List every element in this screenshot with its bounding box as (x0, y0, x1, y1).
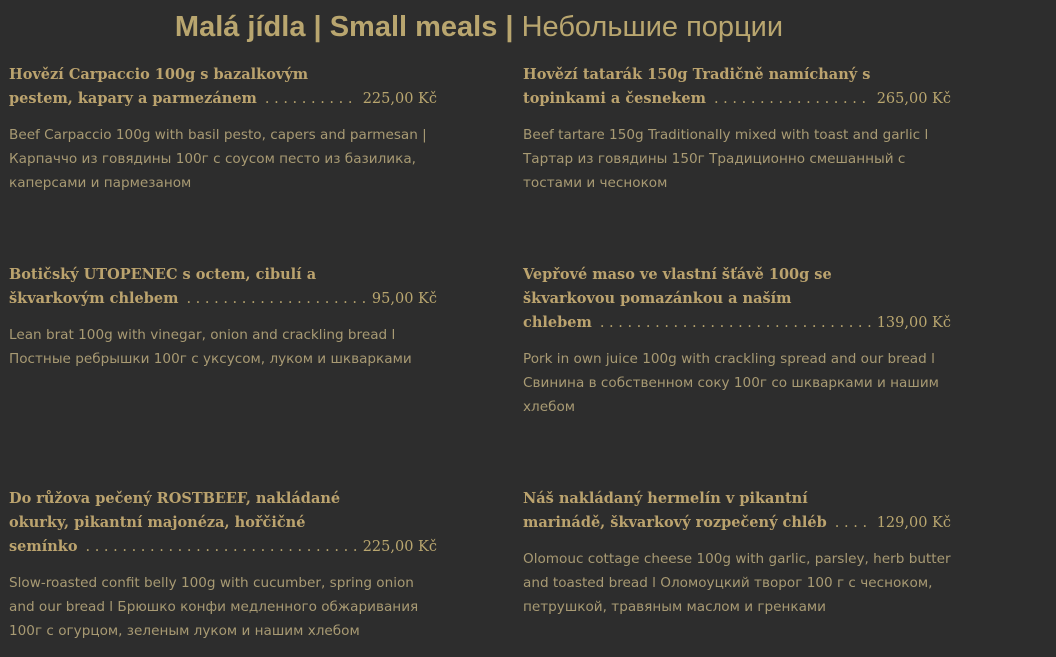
menu-item-name-line: škvarkovou pomazánkou a naším (523, 290, 792, 307)
leader-dots (265, 87, 357, 111)
title-russian: Небольшие порции (521, 11, 784, 43)
menu-item-name (523, 487, 951, 535)
menu-item (523, 487, 951, 619)
menu-item-description: Slow-roasted confit belly 100g with cucumber, spring onion and our bread l Брюшко конфи медленного обжаривания 100г с огурцом, зеленым луком и нашим хлебом (9, 575, 419, 639)
leader-dots (714, 87, 871, 111)
menu-item (523, 263, 951, 419)
menu-item-name (9, 263, 437, 311)
menu-item-name-line: okurky, pikantní majonéza, hořčičné (9, 514, 306, 531)
leader-dots (86, 535, 357, 559)
menu-item-name-line: Hovězí Carpaccio 100g s bazalkovým (9, 66, 309, 83)
leader-dots (186, 287, 365, 311)
menu-item-name (523, 263, 951, 335)
leader-dots (600, 311, 871, 335)
menu-item-price: 129,00 Kč (876, 515, 951, 531)
menu-item-price: 265,00 Kč (876, 91, 951, 107)
menu-item (523, 63, 951, 195)
menu-item-name-line: semínko (9, 538, 78, 555)
menu-item-name-line: marinádě, škvarkový rozpečený chléb (523, 514, 827, 531)
menu-item-name-line: chlebem (523, 314, 592, 331)
title-czech: Malá jídla (174, 11, 306, 43)
menu-item-price: 225,00 Kč (362, 91, 437, 107)
menu-item (9, 263, 437, 371)
menu-item-name (9, 63, 437, 111)
leader-dots (835, 511, 871, 535)
menu-item-name-line: Do růžova pečený ROSTBEEF, nakládané (9, 490, 341, 507)
menu-item-description: Pork in own juice 100g with crackling spread and our bread l Свинина в собственном соку 100г со шкварками и нашим хлебом (523, 351, 939, 415)
menu-item (9, 63, 437, 195)
title-english: Small meals (329, 11, 498, 43)
menu-item (9, 487, 437, 643)
menu-item-name-line: škvarkovým chlebem (9, 290, 179, 307)
page-title (0, 8, 958, 46)
menu-item-name (523, 63, 951, 111)
menu-item-description: Olomouc cottage cheese 100g with garlic, parsley, herb butter and toasted bread l Оломоуцкий творог 100 г с чесноком, петрушкой, травяным маслом и гренками (523, 551, 951, 615)
menu-item-price: 225,00 Kč (362, 539, 437, 555)
menu-item-name-line: pestem, kapary a parmezánem (9, 90, 257, 107)
menu-item-price: 95,00 Kč (371, 291, 437, 307)
menu-item-name-line: topinkami a česnekem (523, 90, 706, 107)
menu-item-name-line: Hovězí tatarák 150g Tradičně namíchaný s (523, 66, 871, 83)
title-separator: | (305, 11, 330, 43)
menu-item-name-line: Botičský UTOPENEC s octem, cibulí a (9, 266, 317, 283)
menu-item-price: 139,00 Kč (876, 315, 951, 331)
menu-item-description: Beef tartare 150g Traditionally mixed with toast and garlic l Тартар из говядины 150г Традиционно смешанный с тостами и чесноком (523, 127, 929, 191)
menu-item-name-line: Náš nakládaný hermelín v pikantní (523, 490, 808, 507)
menu-item-description: Lean brat 100g with vinegar, onion and crackling bread l Постные ребрышки 100г с уксусом, луком и шкварками (9, 327, 412, 367)
menu-item-name-line: Vepřové maso ve vlastní šťávě 100g se (523, 266, 832, 283)
menu-item-name (9, 487, 437, 559)
title-separator: | (497, 11, 522, 43)
menu-item-description: Beef Carpaccio 100g with basil pesto, capers and parmesan | Карпаччо из говядины 100г с соусом песто из базилика, каперсами и пармезаном (9, 127, 427, 191)
